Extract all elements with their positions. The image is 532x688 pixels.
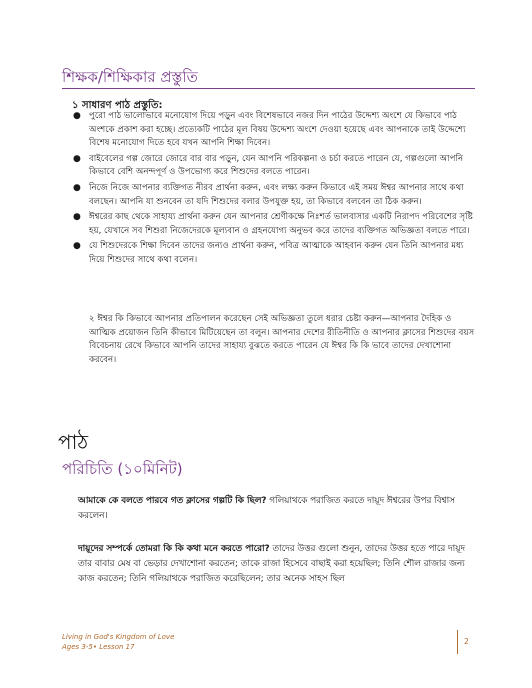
list-item: ● নিজে নিজে আপনার ব্যক্তিগত নীরব প্রার্থনা করুন, এবং লক্ষ্য করুন কিভাবে এই সময় ঈশ্বর আপনার সাথে কথা বলছেন। আপনি যা শুনবেন তা যদি শিশুদের বলার উপযুক্ত হয়, তা কিভাবে বলবেন তা ঠিক করুন।: [73, 182, 464, 207]
preparation-list: [68, 110, 476, 270]
general-preparation-heading: ১ সাধারণ পাঠ প্রস্তুতি:: [72, 100, 163, 111]
question-text: আমাকে কে বলতে পারবে গত ক্লাসের গল্পটি কি ছিল?: [78, 496, 267, 506]
title-underline: [62, 88, 475, 89]
question-text: দায়ূদের সম্পর্কে তোমরা কি কি কথা মনে করতে পারো?: [78, 544, 270, 554]
footer-course-title: Living in God's Kingdom of Love: [62, 633, 175, 641]
footer-divider: [457, 630, 458, 654]
bullet-icon: ●: [73, 111, 81, 121]
section-title-teacher-preparation: শিক্ষক/শিক্ষিকার প্রস্তুতি: [62, 68, 198, 86]
lesson-heading: পাঠ: [58, 430, 89, 454]
footer-course-info: [62, 632, 174, 652]
list-item: ● বাইবেলের গল্প জোরে জোরে বার বার পড়ুন, যেন আপনি পরিকল্পনা ও চর্চা করতে পারেন যে, গল্পগুলো আপনি কিভাবে বেশি অনন্দপূর্ণ ও উপভোগ্য করে শিশুদের বলতে পারেন।: [73, 153, 464, 178]
bullet-icon: ●: [73, 153, 81, 164]
preparation-paragraph-2: ২ ঈশ্বর কি কিভাবে আপনার প্রতিপালন করেছেন সেই অভিজ্ঞতা তুলে ধরার চেষ্টা করুন—আপনার দৈহিক ও আত্মিক প্রয়োজন তিনি কীভাবে মিটিয়েছেন তা বলুন। আপনার দেশের রীতিনীতি ও আপনার ক্লাসের শিশুদের বয়স বিবেচনায় রেখে কিভাবে আপনি তাদের সাহায্য বুঝতে করতে পারেন যে ঈশ্বর কি কি ভাবে তাদের দেখাশোনা করবেন।: [89, 314, 475, 365]
list-item: ● ঈশ্বরের কাছ থেকে সাহায্য প্রার্থনা করুন যেন আপনার শ্রেণীকক্ষে নিঃশর্ত ভালবাসার একটি নিরাপদ পরিবেশের সৃষ্টি হয়, যেখানে সব শিশুরা নিজেদেরকে মূল্যবান ও গ্রহনযোগ্য অনুভব করে তাদের ব্যক্তিগত অভিজ্ঞতা বলতে পারে।: [73, 212, 473, 236]
bullet-icon: ●: [73, 212, 81, 223]
intro-question-2: [78, 542, 476, 587]
bullet-icon: ●: [73, 241, 81, 252]
answer-text: গলিয়াথকে পরাজিত করতে দায়ূদ ঈশ্বরের উপর বিশ্বাস করলেন।: [78, 496, 455, 521]
list-item: ● যে শিশুদেরকে শিক্ষা দিবেন তাদের জন্যও প্রার্থনা করুন, পবিত্র আত্মাকে আহবান করুন যেন তিনি আপনার মধ্য দিয়ে শিশুদের সাথে কথা বলেন।: [73, 241, 464, 265]
page-number: 2: [464, 637, 469, 646]
introduction-title: পরিচিতি (১০মিনিট): [62, 460, 183, 478]
intro-question-1: [78, 494, 476, 524]
list-item: ● পুরো পাঠ ভালোভাবে মনোযোগ দিয়ে পড়ুন এবং বিশেষভাবে নজর দিন পাঠের উদ্দেশ্য অংশে যে কিভাবে পাঠ অংশকে প্রকাশ করা হচ্ছে। প্রত্যেকটি পাঠের মূল বিষয় উদ্দেশ্য অংশে দেওয়া হয়েছে এবং আপনাকে তাই উদ্দেশ্যে বিশেষ মনোযোগ দিতে হবে যখন আপনি শিক্ষা দিবেন।: [73, 111, 466, 149]
footer-lesson-info: Ages 3-5• Lesson 17: [62, 643, 135, 651]
bullet-icon: ●: [73, 182, 81, 193]
answer-text: তাদের উত্তর গুলো শুনুন, তাদের উত্তর হতে পারে দায়ূদ তার বাবার মেষ বা ভেড়ার দেখাশোনা করতেন; তাকে রাজা হিসেবে বাছাই করা হয়েছিল; তিনি শৌল রাজার জন্য কাজ করতেন; তিনি গলিয়াথকে পরাজিত করেছিলেন; তার অনেক সাহস ছিল: [78, 544, 466, 584]
